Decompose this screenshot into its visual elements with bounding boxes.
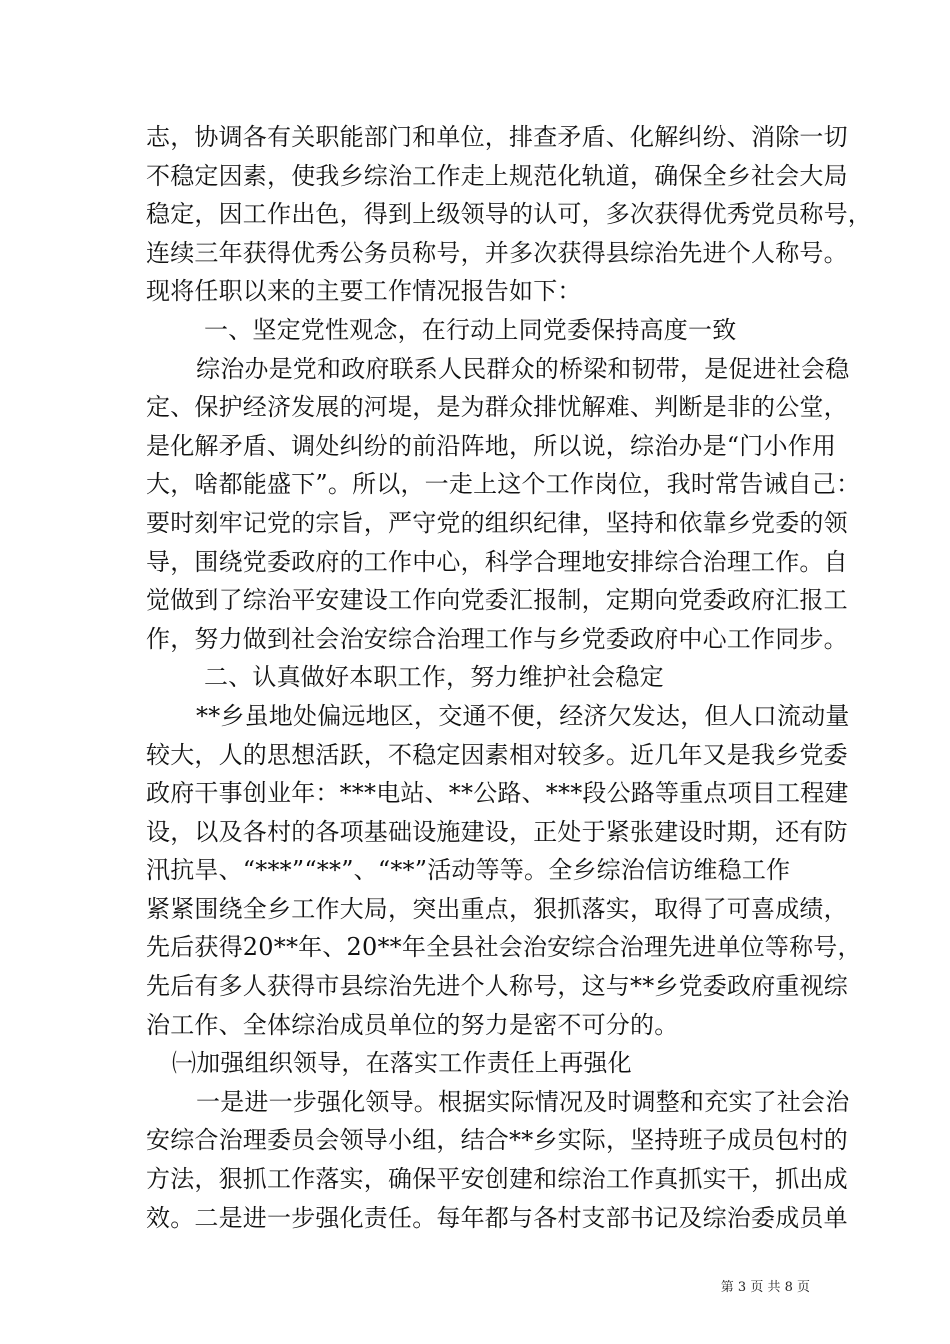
text-line: 觉做到了综治平安建设工作向党委汇报制，定期向党委政府汇报工 <box>146 586 848 615</box>
text-line: 汛抗旱、“***”“**”、“**”活动等等。全乡综治信访维稳工作 <box>146 856 791 885</box>
text-line: 连续三年获得优秀公务员称号，并多次获得县综治先进个人称号。 <box>146 238 848 267</box>
text-line: 先后获得20**年、20**年全县社会治安综合治理先进单位等称号， <box>146 933 862 962</box>
text-line: 政府干事创业年：***电站、**公路、***段公路等重点项目工程建 <box>146 779 849 808</box>
text-line: 效。二是进一步强化责任。每年都与各村支部书记及综治委成员单 <box>146 1203 848 1232</box>
text-line: 不稳定因素，使我乡综治工作走上规范化轨道，确保全乡社会大局 <box>146 161 848 190</box>
paragraph-start: **乡虽地处偏远地区，交通不便，经济欠发达，但人口流动量 <box>196 701 850 730</box>
text-line: 作，努力做到社会治安综合治理工作与乡党委政府中心工作同步。 <box>146 624 848 653</box>
text-line: 设，以及各村的各项基础设施建设，正处于紧张建设时期，还有防 <box>146 817 848 846</box>
text-line: 紧紧围绕全乡工作大局，突出重点，狠抓落实，取得了可喜成绩， <box>146 894 848 923</box>
text-line: 志，协调各有关职能部门和单位，排查矛盾、化解纠纷、消除一切 <box>146 123 848 151</box>
text-line: 先后有多人获得市县综治先进个人称号，这与**乡党委政府重视综 <box>146 972 848 1001</box>
text-line: 定、保护经济发展的河堤，是为群众排忧解难、判断是非的公堂， <box>146 393 848 422</box>
text-line: 方法，狠抓工作落实，确保平安创建和综治工作真抓实干，抓出成 <box>146 1165 848 1194</box>
paragraph-start: 一是进一步强化领导。根据实际情况及时调整和充实了社会治 <box>196 1087 850 1116</box>
text-line: 大，啥都能盛下”。所以，一走上这个工作岗位，我时常告诫自己： <box>146 470 861 499</box>
page-number-footer: 第 3 页 共 8 页 <box>720 1280 810 1295</box>
section-heading-1: 一、坚定党性观念，在行动上同党委保持高度一致 <box>204 315 737 344</box>
text-line: 较大，人的思想活跃，不稳定因素相对较多。近几年又是我乡党委 <box>146 740 848 769</box>
section-heading-2: 二、认真做好本职工作，努力维护社会稳定 <box>204 663 664 692</box>
text-line: 现将任职以来的主要工作情况报告如下： <box>146 277 582 306</box>
paragraph-start: 综治办是党和政府联系人民群众的桥梁和韧带，是促进社会稳 <box>196 354 850 383</box>
text-line: 要时刻牢记党的宗旨，严守党的组织纪律，坚持和依靠乡党委的领 <box>146 508 848 537</box>
text-line: 是化解矛盾、调处纠纷的前沿阵地，所以说，综治办是“门小作用 <box>146 431 837 460</box>
text-line: 导，围绕党委政府的工作中心，科学合理地安排综合治理工作。自 <box>146 547 848 576</box>
text-line: 安综合治理委员会领导小组，结合**乡实际，坚持班子成员包村的 <box>146 1126 848 1155</box>
body-text <box>146 118 872 1237</box>
text-line: 治工作、全体综治成员单位的努力是密不可分的。 <box>146 1010 679 1039</box>
text-line: 稳定，因工作出色，得到上级领导的认可，多次获得优秀党员称号， <box>146 200 872 229</box>
subsection-heading-1: ㈠加强组织领导，在落实工作责任上再强化 <box>172 1049 632 1078</box>
